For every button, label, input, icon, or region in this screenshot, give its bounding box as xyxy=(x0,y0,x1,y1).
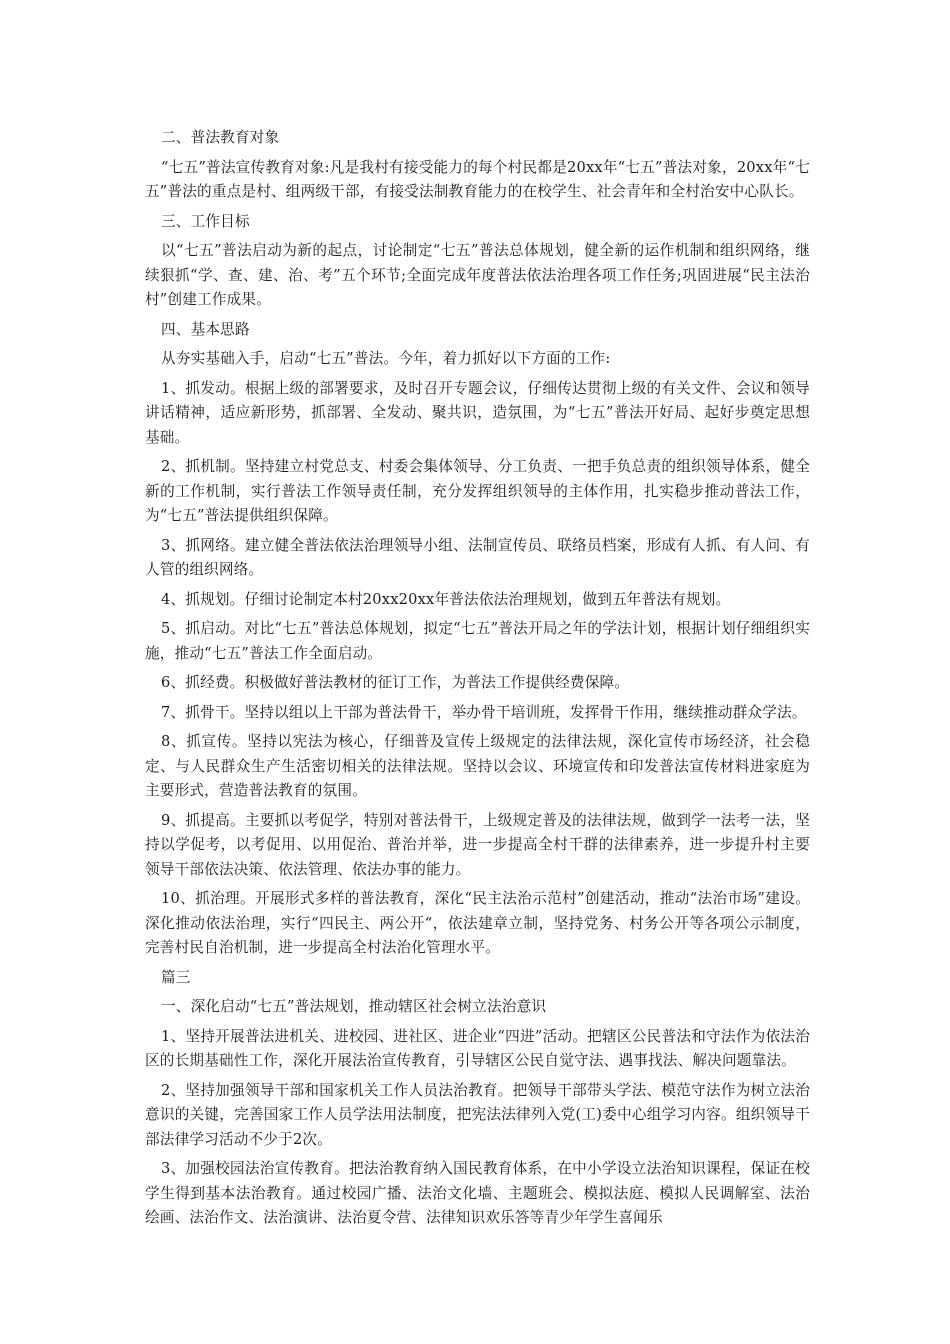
list-item: 7、抓骨干。坚持以组以上干部为普法骨干，举办骨干培训班，发挥骨干作用，继续推动群众学法。 xyxy=(161,703,807,721)
list-item: 1、坚持开展普法进机关、进校园、进社区、进企业“四进”活动。把辖区公民普法和守法作为依法治区的长期基础性工作，深化开展法治宣传教育，引导辖区公民自觉守法、遇事找法、解决问题靠法。 xyxy=(145,1027,810,1069)
list-item: 4、抓规划。仔细讨论制定本村20xx20xx年普法依法治理规划，做到五年普法有规划。 xyxy=(161,590,731,608)
list-item: 9、抓提高。主要抓以考促学，特别对普法骨干，上级规定普及的法律法规，做到学一法考一法，坚持以学促考，以考促用、以用促治、普治并举，进一步提高全村干群的法律素养，进一步提升村主要领导干部依法决策、依法管理、依法办事的能力。 xyxy=(145,811,810,878)
paragraph: “七五”普法宣传教育对象:凡是我村有接受能力的每个村民都是20xx年“七五”普法对象，20xx年“七五”普法的重点是村、组两级干部，有接受法制教育能力的在校学生、社会青年和全村治安中心队长。 xyxy=(145,158,810,200)
list-item: 3、加强校园法治宣传教育。把法治教育纳入国民教育体系，在中小学设立法治知识课程，保证在校学生得到基本法治教育。通过校园广播、法治文化墙、主题班会、模拟法庭、模拟人民调解室、法治绘画、法治作文、法治演讲、法治夏令营、法律知识欢乐答等青少年学生喜闻乐 xyxy=(145,1160,810,1226)
paragraph: 以“七五”普法启动为新的起点，讨论制定“七五”普法总体规划，健全新的运作机制和组织网络，继续狠抓“学、查、建、治、考”五个环节;全面完成年度普法依法治理各项工作任务;巩固进展“民主法治村”创建工作成果。 xyxy=(145,242,810,308)
list-item: 5、抓启动。对比“七五”普法总体规划，拟定“七五”普法开局之年的学法计划，根据计划仔细组织实施，推动“七五”普法工作全面启动。 xyxy=(145,620,810,662)
paragraph: 从夯实基础入手，启动“七五”普法。今年，着力抓好以下方面的工作: xyxy=(161,350,611,367)
section-heading: 篇三 xyxy=(161,968,191,986)
list-item: 1、抓发动。根据上级的部署要求，及时召开专题会议，仔细传达贯彻上级的有关文件、会议和领导讲话精神，适应新形势，抓部署、全发动、聚共识，造氛围，为“七五”普法开好局、起好步奠定思想基础。 xyxy=(145,379,810,446)
list-item: 8、抓宣传。坚持以宪法为核心，仔细普及宣传上级规定的法律法规，深化宣传市场经济，社会稳定、与人民群众生产生活密切相关的法律法规。坚持以会议、环境宣传和印发普法宣传材料进家庭为主要形式，营造普法教育的氛围。 xyxy=(145,733,810,799)
list-item: 10、抓治理。开展形式多样的普法教育，深化“民主法治示范村”创建活动，推动“法治市场”建设。深化推动依法治理，实行“四民主、两公开“，依法建章立制，坚持党务、村务公开等各项公示制度，完善村民自治机制，进一步提高全村法治化管理水平。 xyxy=(145,890,810,956)
list-item: 6、抓经费。积极做好普法教材的征订工作，为普法工作提供经费保障。 xyxy=(161,674,630,691)
section-heading: 二、普法教育对象 xyxy=(161,129,280,146)
section-heading: 一、深化启动“七五”普法规划，推动辖区社会树立法治意识 xyxy=(161,998,547,1015)
section-heading: 三、工作目标 xyxy=(161,212,250,230)
list-item: 2、坚持加强领导干部和国家机关工作人员法治教育。把领导干部带头学法、模范守法作为树立法治意识的关键，完善国家工作人员学法用法制度，把宪法法律列入党(工)委中心组学习内容。组织领导干部法律学习活动不少于2次。 xyxy=(145,1081,810,1148)
section-heading: 四、基本思路 xyxy=(161,320,250,338)
list-item: 2、抓机制。坚持建立村党总支、村委会集体领导、分工负责、一把手负总责的组织领导体系，健全新的工作机制，实行普法工作领导责任制，充分发挥组织领导的主体作用，扎实稳步推动普法工作，为“七五”普法提供组织保障。 xyxy=(145,458,810,524)
list-item: 3、抓网络。建立健全普法依法治理领导小组、法制宣传员、联络员档案，形成有人抓、有人问、有人管的组织网络。 xyxy=(145,536,810,578)
document-page xyxy=(145,126,810,1236)
